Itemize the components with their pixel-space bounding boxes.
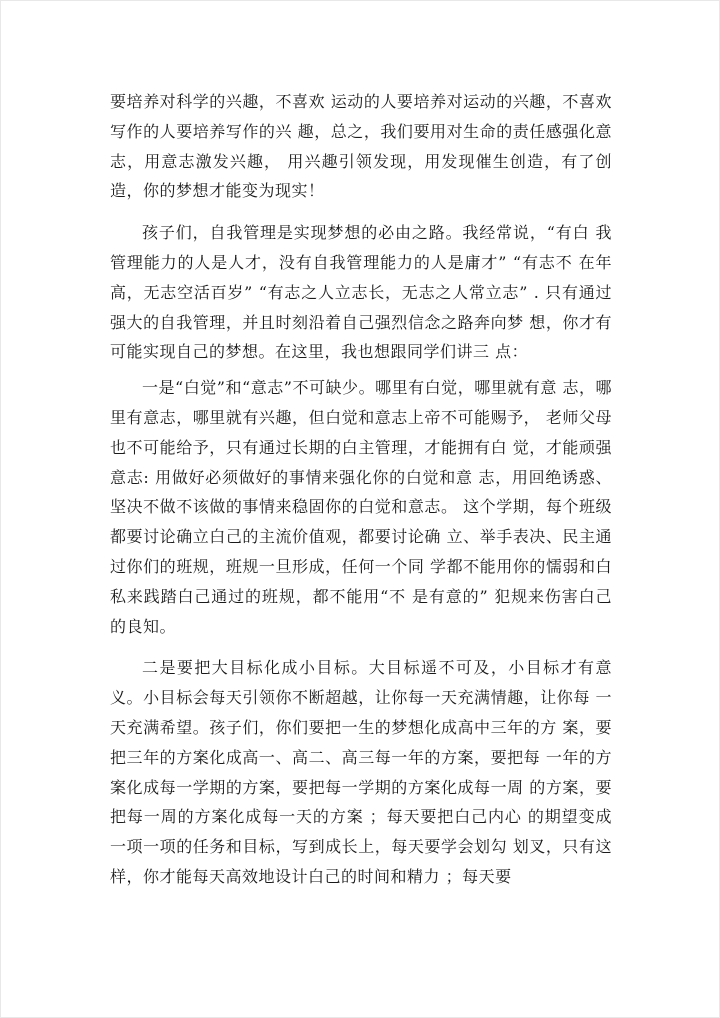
paragraph-self-management: 孩子们，自我管理是实现梦想的必由之路。我经常说，“有白 我管理能力的人是人才，没有自我管理能力的人是庸才” “有志不 在年高，无志空活百岁” “有志之人立志长，无志之人常立志” . 只有通过强大的自我管理，并且时刻沿着自己强烈信念之路奔向梦 想，你才有可能实现自己的梦想。在这里，我也想跟同学们讲三 点：	[110, 223, 612, 362]
body-text	[110, 87, 612, 892]
paragraph-consciousness-will: 一是“白觉”和“意志”不可缺少。哪里有白觉，哪里就有意 志，哪里有意志，哪里就有兴趣，但白觉和意志上帝不可能赐予， 老师父母也不可能给予，只有通过长期的白主管理，才能拥有白 觉，才能顽强意志: 用做好必须做好的事情来强化你的白觉和意 志，用回绝诱惑、坚决不做不该做的事情来稳固你的白觉和意志。 这个学期，每个班级都要讨论确立白己的主流价值观，都要讨论确 立、举手表决、民主通过你们的班规，班规一旦形成，任何一个同 学都不能用你的懦弱和白私来践踏白己通过的班规，都不能用“不 是有意的” 犯规来伤害白己的良知。	[110, 378, 612, 636]
paragraph-big-small-goals: 二是要把大目标化成小目标。大目标遥不可及，小目标才有意 义。小目标会每天引领你不断超越，让你每一天充满情趣，让你每 一天充满希望。孩子们，你们要把一生的梦想化成高中三年的方 案，要把三年的方案化成高一、高二、高三每一年的方案，要把每 一年的方案化成每一学期的方案，要把每一学期的方案化成每一周 的方案，要把每一周的方案化成每一天的方案 ；每天要把白己内心 的期望变成一项一项的任务和目标，写到成长上，每天要学会划勾 划叉，只有这样，你才能每天高效地设计白己的时间和精力 ；每天要	[110, 658, 612, 886]
paragraph-interest-will: 要培养对科学的兴趣，不喜欢 运动的人要培养对运动的兴趣，不喜欢写作的人要培养写作的兴 趣，总之，我们要用对生命的责任感强化意志，用意志激发兴趣， 用兴趣引领发现，用发现催生创造，有了创造，你的梦想才能变为现实！	[110, 92, 612, 201]
